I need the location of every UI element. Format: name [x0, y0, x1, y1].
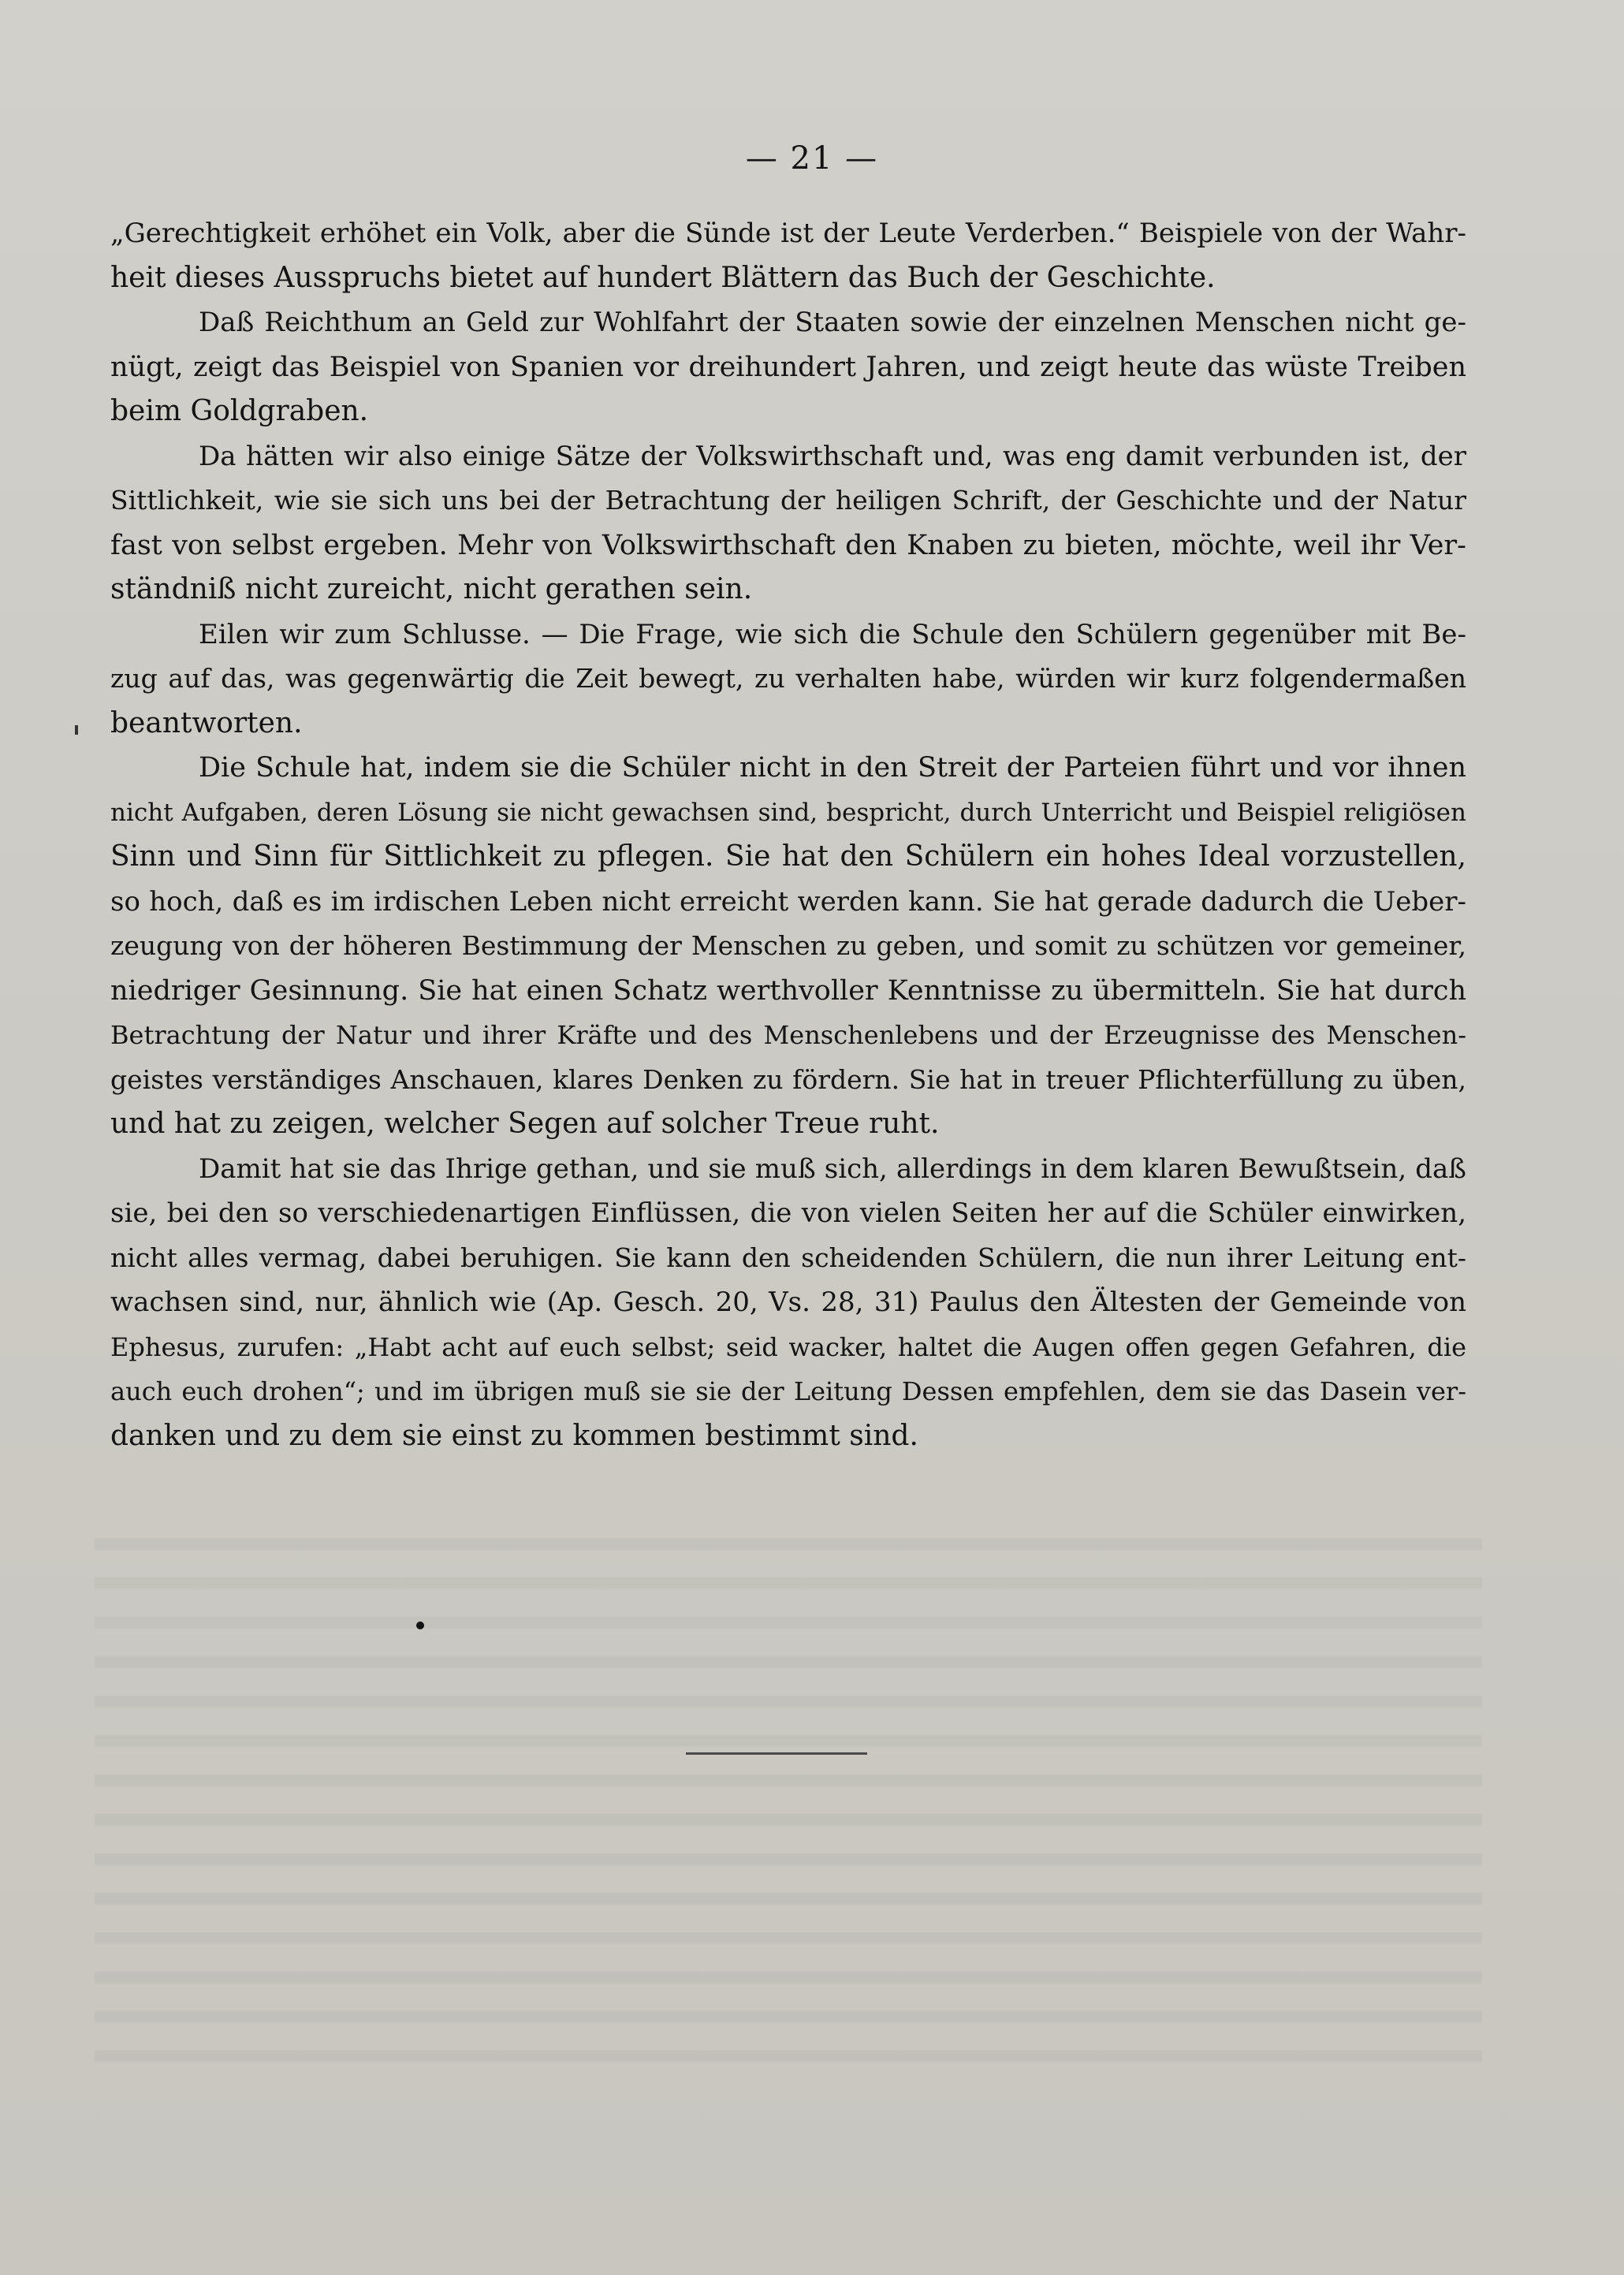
text-line: geistes verständiges Anschauen, klares Denken zu fördern. Sie hat in treuer Pflichterfüllung zu üben, — [110, 1063, 1466, 1095]
text-line: zug auf das, was gegenwärtig die Zeit bewegt, zu verhalten habe, würden wir kurz folgendermaßen — [110, 663, 1466, 694]
bleed-through-texture — [95, 1521, 1482, 2073]
text-line: sie, bei den so verschiedenartigen Einflüssen, die von vielen Seiten her auf die Schüler einwirken, — [110, 1197, 1466, 1229]
bleed-through-rule — [686, 1752, 867, 1755]
margin-mark — [75, 725, 78, 735]
text-line: wachsen sind, nur, ähnlich wie (Ap. Gesch. 20, Vs. 28, 31) Paulus den Ältesten der Gemeinde von — [110, 1286, 1466, 1318]
text-line: Sinn und Sinn für Sittlichkeit zu pflegen. Sie hat den Schülern ein hohes Ideal vorzustellen, — [110, 840, 1466, 873]
text-line: Sittlichkeit, wie sie sich uns bei der Betrachtung der heiligen Schrift, der Geschichte und der Natur — [110, 485, 1466, 516]
text-line: zeugung von der höheren Bestimmung der Menschen zu geben, und somit zu schützen vor gemeiner, — [110, 930, 1466, 961]
text-line: niedriger Gesinnung. Sie hat einen Schatz werthvoller Kenntnisse zu übermitteln. Sie hat durch — [110, 974, 1466, 1007]
text-line: nicht Aufgaben, deren Lösung sie nicht gewachsen sind, bespricht, durch Unterricht und Beispiel religiösen — [110, 798, 1466, 827]
text-line: Die Schule hat, indem sie die Schüler nicht in den Streit der Parteien führt und vor ihnen — [199, 752, 1466, 784]
text-line: danken und zu dem sie einst zu kommen bestimmt sind. — [110, 1419, 918, 1452]
text-line: nügt, zeigt das Beispiel von Spanien vor dreihundert Jahren, und zeigt heute das wüste Treiben — [110, 351, 1466, 383]
text-line: auch euch drohen“; und im übrigen muß sie sie der Leitung Dessen empfehlen, dem sie das Dasein ver- — [110, 1376, 1466, 1406]
text-line: Da hätten wir also einige Sätze der Volkswirthschaft und, was eng damit verbunden ist, der — [199, 440, 1466, 472]
text-line: nicht alles vermag, dabei beruhigen. Sie kann den scheidenden Schülern, die nun ihrer Leitung ent- — [110, 1242, 1466, 1273]
text-line: ständniß nicht zureicht, nicht gerathen sein. — [110, 573, 753, 605]
text-line: beantworten. — [110, 706, 303, 739]
text-line: Damit hat sie das Ihrige gethan, und sie muß sich, allerdings in dem klaren Bewußtsein, daß — [199, 1152, 1466, 1185]
text-line: beim Goldgraben. — [110, 395, 369, 427]
page-number: — 21 — — [745, 140, 879, 177]
text-line: und hat zu zeigen, welcher Segen auf solcher Treue ruht. — [110, 1108, 940, 1140]
text-line: Eilen wir zum Schlusse. — Die Frage, wie sich die Schule den Schülern gegenüber mit Be- — [199, 618, 1466, 650]
text-line: Daß Reichthum an Geld zur Wohlfahrt der Staaten sowie der einzelnen Menschen nicht ge- — [199, 307, 1466, 338]
text-line: heit dieses Ausspruchs bietet auf hundert Blättern das Buch der Geschichte. — [110, 261, 1216, 294]
body-text — [110, 211, 1466, 1458]
text-line: Betrachtung der Natur und ihrer Kräfte und des Menschenlebens und der Erzeugnisse des Menschen- — [110, 1020, 1466, 1050]
text-line: Ephesus, zurufen: „Habt acht auf euch selbst; seid wacker, haltet die Augen offen gegen Gefahren, die — [110, 1331, 1466, 1362]
text-line: „Gerechtigkeit erhöhet ein Volk, aber die Sünde ist der Leute Verderben.“ Beispiele von der Wahr- — [110, 218, 1466, 249]
text-line: so hoch, daß es im irdischen Leben nicht erreicht werden kann. Sie hat gerade dadurch die Ueber- — [110, 885, 1466, 918]
ink-speck — [416, 1622, 424, 1629]
text-line: fast von selbst ergeben. Mehr von Volkswirthschaft den Knaben zu bieten, möchte, weil ihr Ver- — [110, 529, 1466, 561]
